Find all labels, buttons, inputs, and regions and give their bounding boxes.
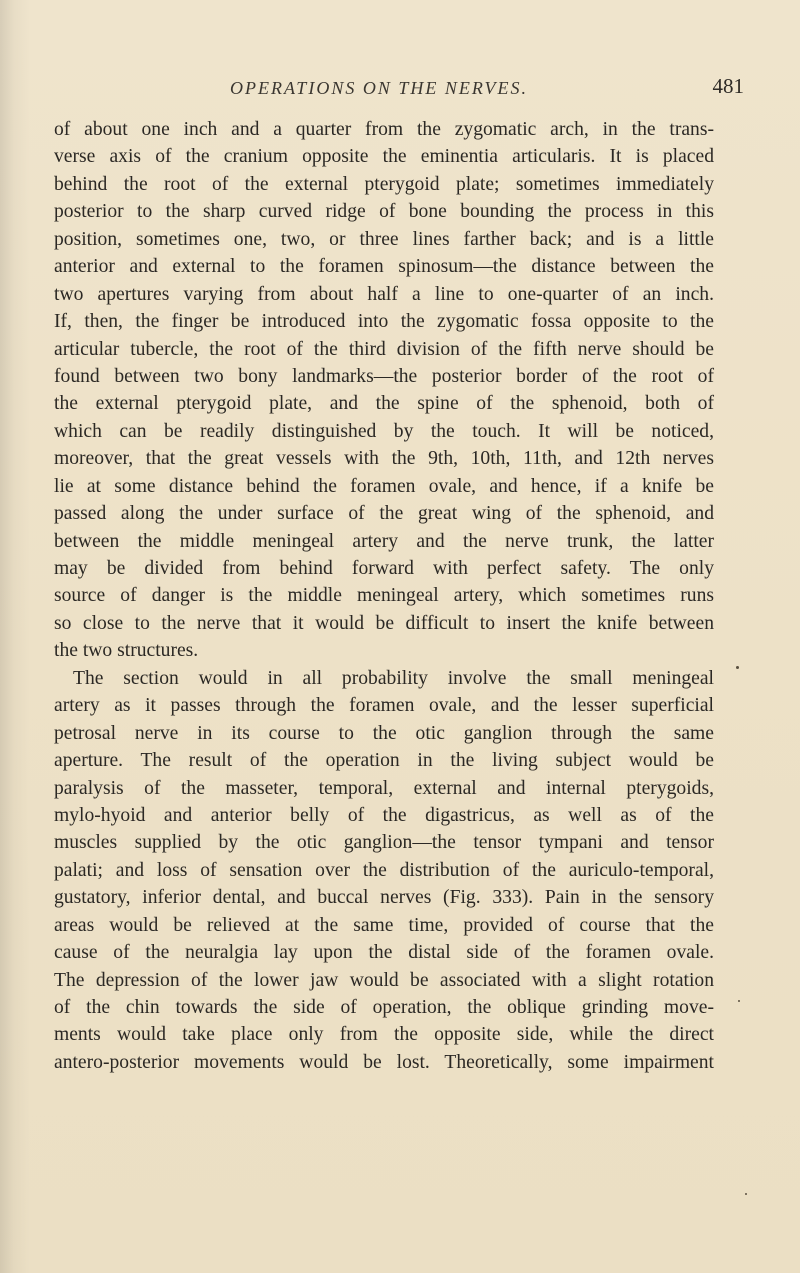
paragraph-end-line: the two structures. <box>54 640 199 662</box>
text-line: artery as it passes through the foramen ovale, and the lesser superficial <box>54 695 714 717</box>
text-line: ments would take place only from the opposite side, while the direct <box>54 1024 714 1046</box>
paper-speck <box>736 666 739 669</box>
text-line: two apertures varying from about half a line to one-quarter of an inch. <box>54 283 714 305</box>
text-line: the external pterygoid plate, and the spine of the sphenoid, both of <box>54 393 714 415</box>
text-line: aperture. The result of the operation in the living subject would be <box>54 750 714 772</box>
text-line: behind the root of the external pterygoid plate; sometimes immediately <box>54 173 714 195</box>
text-line: may be divided from behind forward with perfect safety. The only <box>54 558 714 579</box>
text-line: The depression of the lower jaw would be associated with a slight rotation <box>54 969 714 991</box>
text-line: verse axis of the cranium opposite the eminentia articularis. It is placed <box>54 146 714 168</box>
text-line: antero-posterior movements would be lost. Theoretically, some impairment <box>54 1051 714 1073</box>
text-line: of the chin towards the side of operation, the oblique grinding move- <box>54 997 714 1018</box>
text-line: passed along the under surface of the great wing of the sphenoid, and <box>54 503 714 525</box>
text-line: areas would be relieved at the same time, provided of course that the <box>54 914 714 936</box>
text-line: found between two bony landmarks—the posterior border of the root of <box>54 365 714 387</box>
text-line: anterior and external to the foramen spinosum—the distance between the <box>54 256 714 278</box>
text-line: muscles supplied by the otic ganglion—the tensor tympani and tensor <box>54 832 714 854</box>
text-line: source of danger is the middle meningeal artery, which sometimes runs <box>54 585 714 607</box>
text-line: petrosal nerve in its course to the otic ganglion through the same <box>54 722 714 744</box>
page-number: 481 <box>712 74 744 98</box>
text-line: gustatory, inferior dental, and buccal nerves (Fig. 333). Pain in the sensory <box>54 887 714 909</box>
running-head: OPERATIONS ON THE NERVES. <box>230 78 528 98</box>
text-line: paralysis of the masseter, temporal, external and internal pterygoids, <box>54 777 714 799</box>
text-line: lie at some distance behind the foramen ovale, and hence, if a knife be <box>54 475 714 497</box>
text-line: position, sometimes one, two, or three lines farther back; and is a little <box>54 228 714 250</box>
paragraph-start-line: The section would in all probability involve the small meningeal <box>73 667 714 689</box>
text-line: palati; and loss of sensation over the distribution of the auriculo-temporal, <box>54 859 714 881</box>
text-line: so close to the nerve that it would be difficult to insert the knife between <box>54 612 714 634</box>
text-line: which can be readily distinguished by the touch. It will be noticed, <box>54 420 714 442</box>
body-text <box>54 116 714 1076</box>
text-line: of about one inch and a quarter from the zygomatic arch, in the trans- <box>54 119 714 140</box>
paper-speck <box>738 1000 740 1002</box>
text-line: moreover, that the great vessels with the 9th, 10th, 11th, and 12th nerves <box>54 448 714 470</box>
text-line: posterior to the sharp curved ridge of bone bounding the process in this <box>54 201 714 223</box>
text-line: between the middle meningeal artery and the nerve trunk, the latter <box>54 530 714 552</box>
text-line: If, then, the finger be introduced into the zygomatic fossa opposite to the <box>54 311 714 333</box>
text-line: articular tubercle, the root of the third division of the fifth nerve should be <box>54 338 714 360</box>
text-line: cause of the neuralgia lay upon the distal side of the foramen ovale. <box>54 942 714 964</box>
paper-speck <box>745 1193 747 1195</box>
text-line: mylo-hyoid and anterior belly of the digastricus, as well as of the <box>54 804 714 826</box>
